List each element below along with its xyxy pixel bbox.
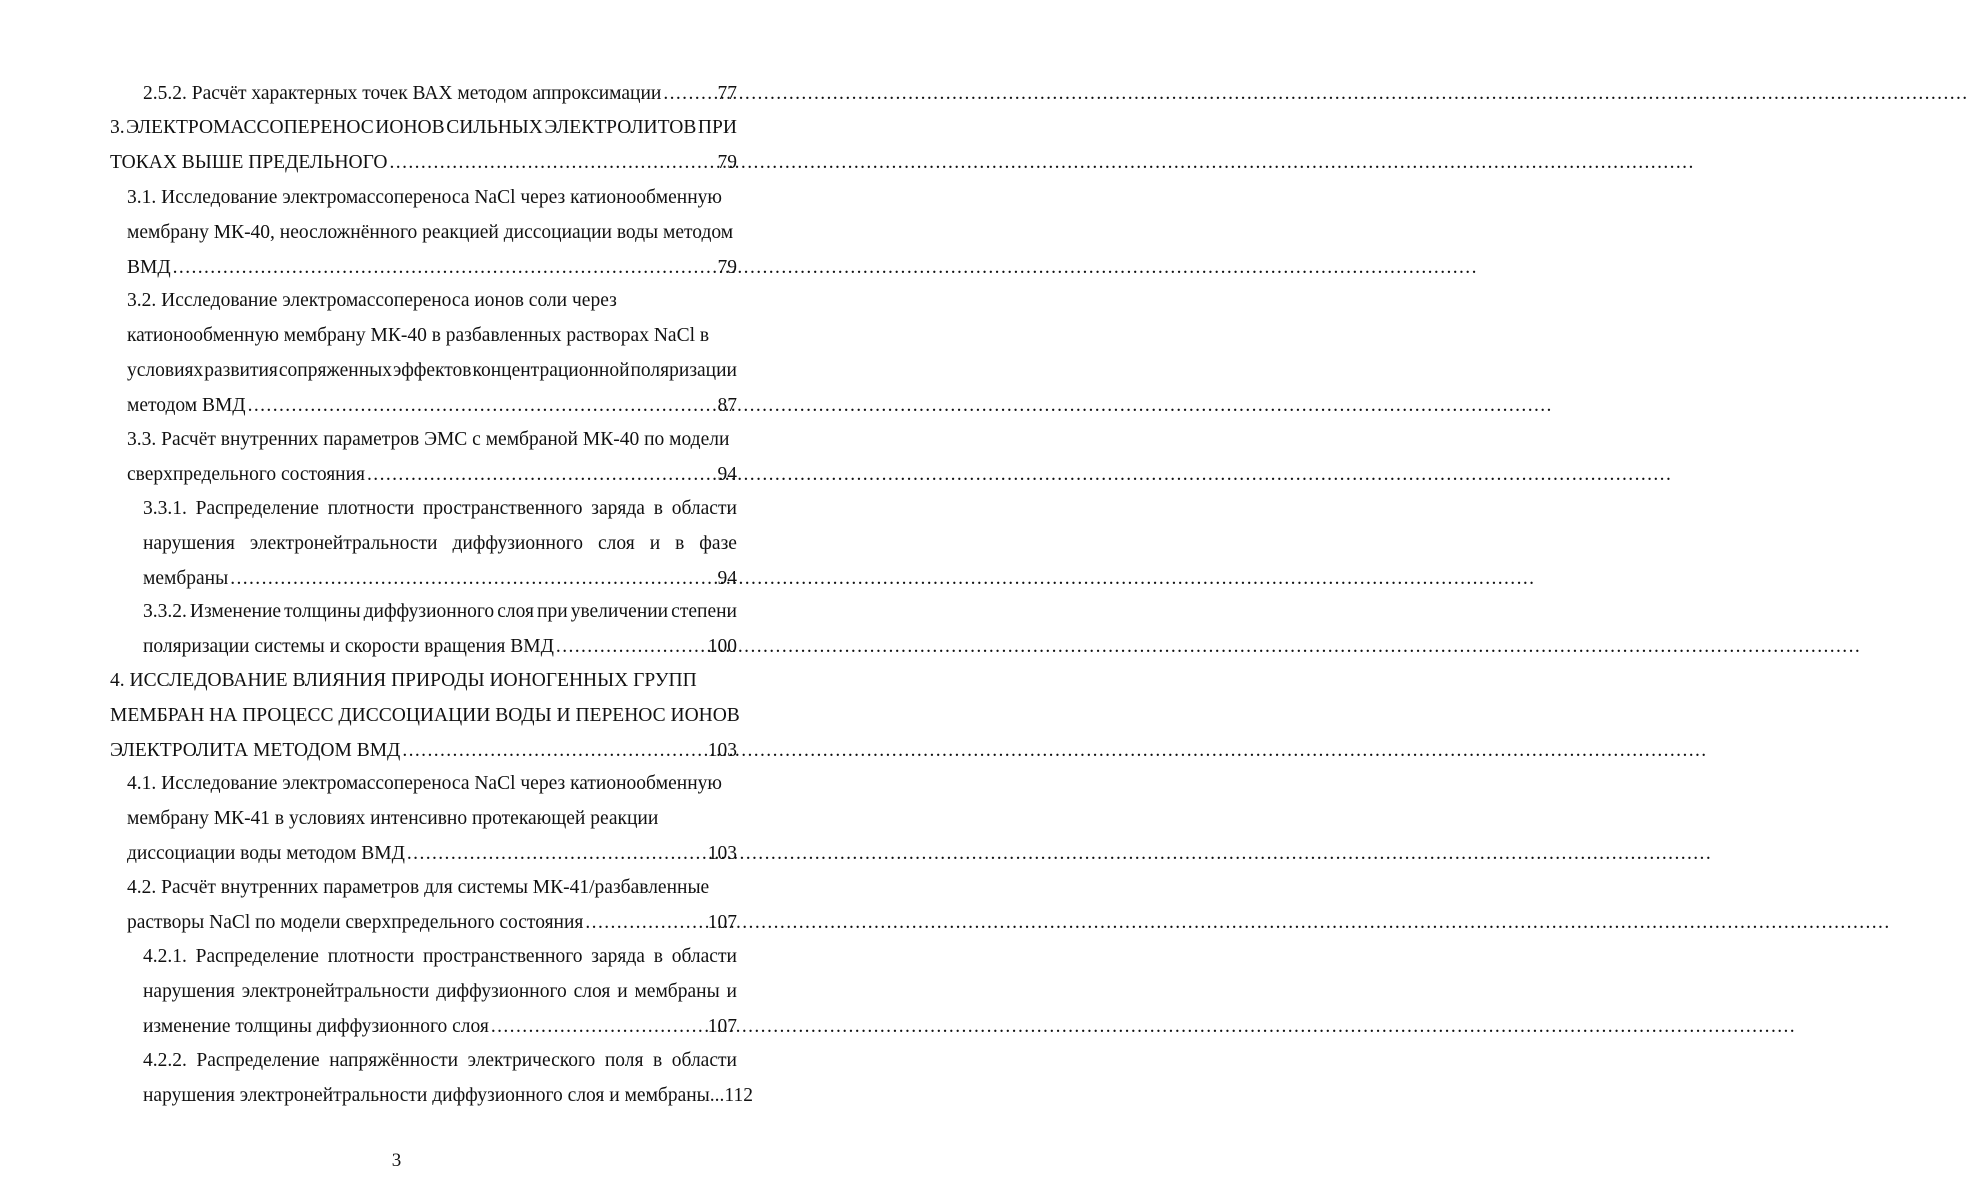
toc-entry-title: методом ВМД [127,395,246,416]
toc-entry-title: ЭЛЕКТРОЛИТА МЕТОДОМ ВМД [110,740,401,761]
toc-word: фазе [699,533,737,554]
toc-word: ИОНОВ [375,117,445,138]
toc-entry-title: 4.1. Исследование электромассопереноса NaCl через катионообменную [127,773,722,794]
leader-dots [407,839,705,869]
toc-entry-title: мембраны [143,568,229,589]
toc-page-number: 103 [707,843,737,864]
toc-word: нарушения [143,981,235,1002]
page-number: 3 [391,1150,402,1171]
toc-word: при [537,601,568,622]
toc-page-number: 94 [717,464,737,485]
toc-word: диффузионного [363,601,495,622]
toc-entry-title: МЕМБРАН НА ПРОЦЕСС ДИССОЦИАЦИИ ВОДЫ И ПЕРЕНОС ИОНОВ [110,705,740,726]
toc-word: и [726,981,737,1002]
toc-word: Изменение [189,601,282,622]
toc-word: СИЛЬНЫХ [446,117,543,138]
toc-entry-title: нарушения электронейтральности диффузионного слоя и мембраны... [143,1085,725,1106]
leader-dots [390,148,715,178]
toc-word: диффузионного [436,981,567,1002]
toc-entry-title: сверхпредельного состояния [127,464,366,485]
toc-word: электрического [467,1050,596,1071]
toc-word: концентрационной [472,360,630,381]
toc-word: области [671,498,737,519]
toc-word: Распределение [195,498,319,519]
toc-word: ЭЛЕКТРОМАССОПЕРЕНОС [126,117,374,138]
toc-word: мембраны [634,981,720,1002]
toc-entry-title: диссоциации воды методом ВМД [127,843,405,864]
toc-word: слоя [573,981,611,1002]
leader-dots [663,79,714,109]
toc-word: 4.2.2. [143,1050,187,1071]
toc-word: области [671,1050,737,1071]
toc-entry-title: растворы NaCl по модели сверхпредельного состояния [127,912,584,933]
toc-word: степени [671,601,737,622]
toc-page-number: 77 [717,83,737,104]
toc-entry-title: мембрану МК-40, неосложнённого реакцией диссоциации воды методом [127,222,734,243]
toc-entry-title: ВМД [127,257,171,278]
toc-word: поля [604,1050,644,1071]
toc-entry-title: поляризации системы и скорости вращения ВМД [143,636,554,657]
toc-word: нарушения [143,533,235,554]
toc-word: Распределение [195,946,319,967]
toc-word: заряда [591,498,645,519]
toc-page-number: 100 [707,636,737,657]
toc-word: 3. [110,117,125,138]
toc-word: толщины [284,601,361,622]
toc-word: условиях [127,360,204,381]
toc-word: и [649,533,661,554]
leader-dots [367,460,714,490]
toc-entry-title: изменение толщины диффузионного слоя [143,1016,489,1037]
toc-entry-title: 3.1. Исследование электромассопереноса NaCl через катионообменную [127,187,722,208]
toc-word: сопряженных [278,360,393,381]
toc-word: эффектов [393,360,472,381]
toc-word: плотности [327,946,415,967]
toc-page-number: 79 [717,152,737,173]
toc-word: ЭЛЕКТРОЛИТОВ [544,117,697,138]
toc-entry-title: ТОКАХ ВЫШЕ ПРЕДЕЛЬНОГО [110,152,388,173]
toc-entry-title: 4.2. Расчёт внутренних параметров для системы МК-41/разбавленные [127,877,710,898]
leader-dots [585,908,704,938]
toc-word: 3.3.2. [143,601,187,622]
toc-word: и [617,981,628,1002]
toc-word: 3.3.1. [143,498,187,519]
toc-word: слоя [597,533,635,554]
toc-word: напряжённости [329,1050,459,1071]
toc-word: в [675,533,685,554]
toc-entry-title: 3.3. Расчёт внутренних параметров ЭМС с мембраной МК-40 по модели [127,429,730,450]
toc-page-number: 107 [707,912,737,933]
toc-word: электронейтральности [241,981,430,1002]
toc-word: заряда [591,946,645,967]
toc-word: в [653,1050,663,1071]
toc-page-number: 94 [717,568,737,589]
toc-word: области [671,946,737,967]
toc-page-number: 103 [707,740,737,761]
toc-word: слоя [497,601,534,622]
toc-entry-title: 3.2. Исследование электромассопереноса ионов соли через [127,290,617,311]
toc-entry-title: катионообменную мембрану МК-40 в разбавленных растворах NaCl в [127,325,710,346]
leader-dots [556,632,705,662]
toc-word: пространственного [422,946,583,967]
leader-dots [248,391,715,421]
toc-word: Распределение [196,1050,320,1071]
leader-dots [173,253,715,283]
toc-word: электронейтральности [249,533,438,554]
toc-word: развития [204,360,278,381]
toc-page-number: 87 [717,395,737,416]
leader-dots [402,736,704,766]
toc-word: пространственного [422,498,583,519]
toc-entry-title: 4. ИССЛЕДОВАНИЕ ВЛИЯНИЯ ПРИРОДЫ ИОНОГЕННЫХ ГРУПП [110,670,697,691]
leader-dots [230,564,714,594]
toc-word: увеличении [570,601,669,622]
toc-word: в [653,498,663,519]
toc-word: в [653,946,663,967]
toc-word: 4.2.1. [143,946,187,967]
toc-page-number: 107 [707,1016,737,1037]
toc-page-number: 79 [717,257,737,278]
toc-word: ПРИ [697,117,737,138]
toc-entry-title: 2.5.2. Расчёт характерных точек ВАХ методом аппроксимации [143,83,662,104]
toc-word: диффузионного [452,533,584,554]
toc-page-number: 112 [724,1085,753,1106]
toc-entry-title: мембрану МК-41 в условиях интенсивно протекающей реакции [127,808,659,829]
leader-dots [491,1012,705,1042]
toc-word: плотности [327,498,415,519]
toc-word: поляризации [630,360,737,381]
